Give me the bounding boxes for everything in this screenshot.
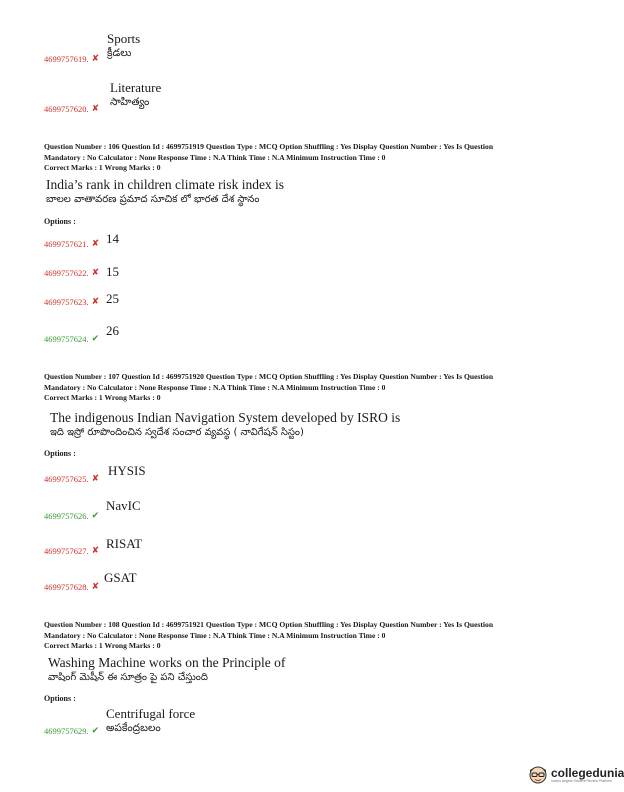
cross-icon: ✘ bbox=[91, 268, 100, 278]
question-meta: Question Number : 106 Question Id : 4699751919 Question Type : MCQ Option Shuffling : Yes Display Question Number : Yes Is Question Mandatory : No Calculator : None Response Time : N.A Think Time : N.A Minimum Instruction Time : 0 Correct Marks : 1 Wrong Marks : 0 bbox=[44, 142, 494, 172]
cross-icon: ✘ bbox=[91, 239, 100, 249]
option-id: 4699757626. ✔ bbox=[44, 511, 100, 521]
question-text-te: ఇది ఇస్రో రూపొందించిన స్వదేశ సంచార వ్యవస్థ ( నావిగేషన్ సిస్టం) bbox=[50, 427, 304, 438]
question-text-en: The indigenous Indian Navigation System developed by ISRO is bbox=[50, 410, 401, 425]
question-text bbox=[50, 410, 400, 440]
option-text-te: సాహిత్యం bbox=[110, 96, 150, 108]
option-text-en: Literature bbox=[110, 80, 162, 95]
logo-brand: collegedunia bbox=[551, 765, 624, 780]
option-text: 15 bbox=[106, 264, 119, 279]
option-text-te: అపకేంద్రబలం bbox=[106, 722, 161, 734]
check-icon: ✔ bbox=[91, 511, 100, 521]
options-label: Options : bbox=[44, 217, 76, 226]
option-text: 14 bbox=[106, 231, 119, 246]
option-text: RISAT bbox=[106, 536, 143, 551]
option-id: 4699757621. ✘ bbox=[44, 239, 100, 249]
cross-icon: ✘ bbox=[91, 582, 100, 592]
check-icon: ✔ bbox=[91, 334, 100, 344]
check-icon: ✔ bbox=[91, 726, 100, 736]
question-text-en: India’s rank in children climate risk index is bbox=[46, 177, 285, 192]
question-text-te: బాలల వాతావరణ ప్రమాద సూచిక లో భారత దేశ స్థానం bbox=[46, 194, 260, 205]
question-text-en: Washing Machine works on the Principle of bbox=[48, 655, 286, 670]
option-text-en: Sports bbox=[107, 31, 141, 46]
question-text bbox=[48, 655, 285, 685]
option-id: 4699757623. ✘ bbox=[44, 297, 100, 307]
option-id: 4699757627. ✘ bbox=[44, 546, 100, 556]
collegedunia-logo bbox=[528, 764, 624, 786]
options-label: Options : bbox=[44, 449, 76, 458]
option-id: 4699757622. ✘ bbox=[44, 268, 100, 278]
option-text: 26 bbox=[106, 323, 119, 338]
cross-icon: ✘ bbox=[91, 54, 100, 64]
option-text-te: క్రీడలు bbox=[107, 47, 132, 59]
cross-icon: ✘ bbox=[91, 546, 100, 556]
question-meta: Question Number : 108 Question Id : 4699751921 Question Type : MCQ Option Shuffling : Yes Display Question Number : Yes Is Question Mandatory : No Calculator : None Response Time : N.A Think Time : N.A Minimum Instruction Time : 0 Correct Marks : 1 Wrong Marks : 0 bbox=[44, 620, 494, 650]
option-id: 4699757625. ✘ bbox=[44, 474, 100, 484]
question-meta: Question Number : 107 Question Id : 4699751920 Question Type : MCQ Option Shuffling : Yes Display Question Number : Yes Is Question Mandatory : No Calculator : None Response Time : N.A Think Time : N.A Minimum Instruction Time : 0 Correct Marks : 1 Wrong Marks : 0 bbox=[44, 372, 494, 402]
option-text: GSAT bbox=[104, 570, 137, 585]
cross-icon: ✘ bbox=[91, 474, 100, 484]
question-text-te: వాషింగ్ మెషీన్ ఈ సూత్రం పై పని చేస్తుంది bbox=[48, 672, 208, 683]
logo-tagline: India's largest Student Review Platform bbox=[551, 778, 612, 783]
option-text bbox=[106, 706, 195, 736]
option-text bbox=[107, 31, 140, 61]
option-id: 4699757624. ✔ bbox=[44, 334, 100, 344]
question-text bbox=[46, 177, 284, 207]
mascot-icon bbox=[528, 764, 548, 786]
cross-icon: ✘ bbox=[91, 297, 100, 307]
option-id: 4699757629. ✔ bbox=[44, 726, 100, 736]
option-id: 4699757628. ✘ bbox=[44, 582, 100, 592]
options-label: Options : bbox=[44, 694, 76, 703]
option-id: 4699757619. ✘ bbox=[44, 54, 100, 64]
option-text bbox=[110, 80, 161, 110]
option-id: 4699757620. ✘ bbox=[44, 104, 100, 114]
option-text: HYSIS bbox=[108, 463, 146, 478]
option-text: 25 bbox=[106, 291, 119, 306]
option-text-en: Centrifugal force bbox=[106, 706, 196, 721]
cross-icon: ✘ bbox=[91, 104, 100, 114]
option-text: NavIC bbox=[106, 498, 141, 513]
